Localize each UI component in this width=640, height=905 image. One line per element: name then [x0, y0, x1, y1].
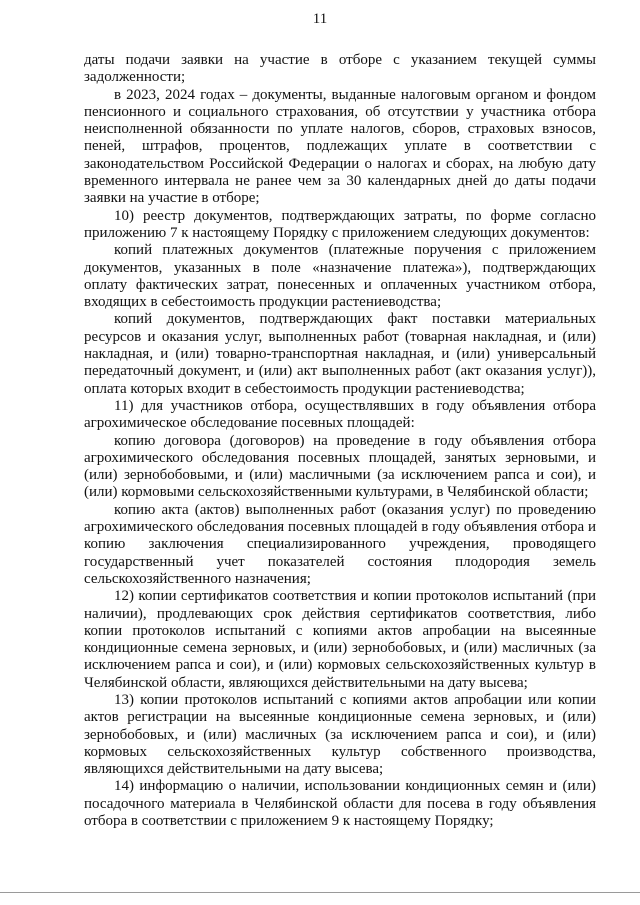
bottom-divider [0, 892, 640, 893]
paragraph-item-13: 13) копии протоколов испытаний с копиями актов апробации или копии актов регистрации на высеянные кондиционные семена зерновых, и (или) зернобобовых, и (или) масличных (за исключением рапса и сои), и (или) кормовых сельскохозяйственных культур собственного производства, являющихся действительными на дату высева; [84, 691, 596, 778]
paragraph-delivery-documents: копий документов, подтверждающих факт поставки материальных ресурсов и оказания услуг, выполненных работ (товарная накладная, и (или) накладная, и (или) товарно-транспортная накладная, и (или) универсальный передаточный документ, и (или) акт выполненных работ (акт оказания услуг)), оплата которых входит в себестоимость продукции растениеводства; [84, 311, 596, 397]
document-body [84, 52, 596, 830]
paragraph-payment-documents: копий платежных документов (платежные поручения с приложением документов, указанных в поле «назначение платежа»), подтверждающих оплату фактических затрат, понесенных и оплаченных участником отбора, входящих в себестоимость продукции растениеводства; [84, 242, 596, 311]
paragraph-item-11: 11) для участников отбора, осуществлявших в году объявления отбора агрохимическое обследование посевных площадей: [84, 397, 596, 432]
paragraph-act-copy: копию акта (актов) выполненных работ (оказания услуг) по проведению агрохимического обследования посевных площадей в году объявления отбора и копию заключения специализированного учреждения, проводящего государственный учет показателей состояния плодородия земель сельскохозяйственного назначения; [84, 501, 596, 587]
page-number: 11 [312, 11, 328, 27]
paragraph-item-12: 12) копии сертификатов соответствия и копии протоколов испытаний (при наличии), продлевающих срок действия сертификатов соответствия, либо копии протоколов испытаний с копиями актов апробации на высеянные кондиционные семена зерновых, и (или) зернобобовых, и (или) масличных (за исключением рапса и сои), и (или) кормовых сельскохозяйственных культур в Челябинской области, являющихся действительными на дату высева; [84, 588, 596, 691]
paragraph-item-10: 10) реестр документов, подтверждающих затраты, по форме согласно приложению 7 к настоящему Порядку с приложением следующих документов: [84, 207, 596, 241]
paragraph-tax-documents: в 2023, 2024 годах – документы, выданные налоговым органом и фондом пенсионного и социального страхования, об отсутствии у участника отбора неисполненной обязанности по уплате налогов, сборов, страховых взносов, пеней, штрафов, процентов, подлежащих уплате в соответствии с законодательством Российской Федерации о налогах и сборах, на любую дату временного интервала не ранее чем за 30 календарных дней до даты подачи заявки на участие в отборе; [84, 86, 596, 207]
paragraph-debt-date: даты подачи заявки на участие в отборе с указанием текущей суммы задолженности; [84, 52, 596, 86]
paragraph-contract-copy: копию договора (договоров) на проведение в году объявления отбора агрохимического обследования посевных площадей, занятых зерновыми, и (или) зернобобовыми, и (или) масличными (за исключением рапса и сои), и (или) кормовыми сельскохозяйственными культурами, в Челябинской области; [84, 432, 596, 501]
paragraph-item-14: 14) информацию о наличии, использовании кондиционных семян и (или) посадочного материала в Челябинской области для посева в году объявления отбора в соответствии с приложением 9 к настоящему Порядку; [84, 778, 596, 830]
